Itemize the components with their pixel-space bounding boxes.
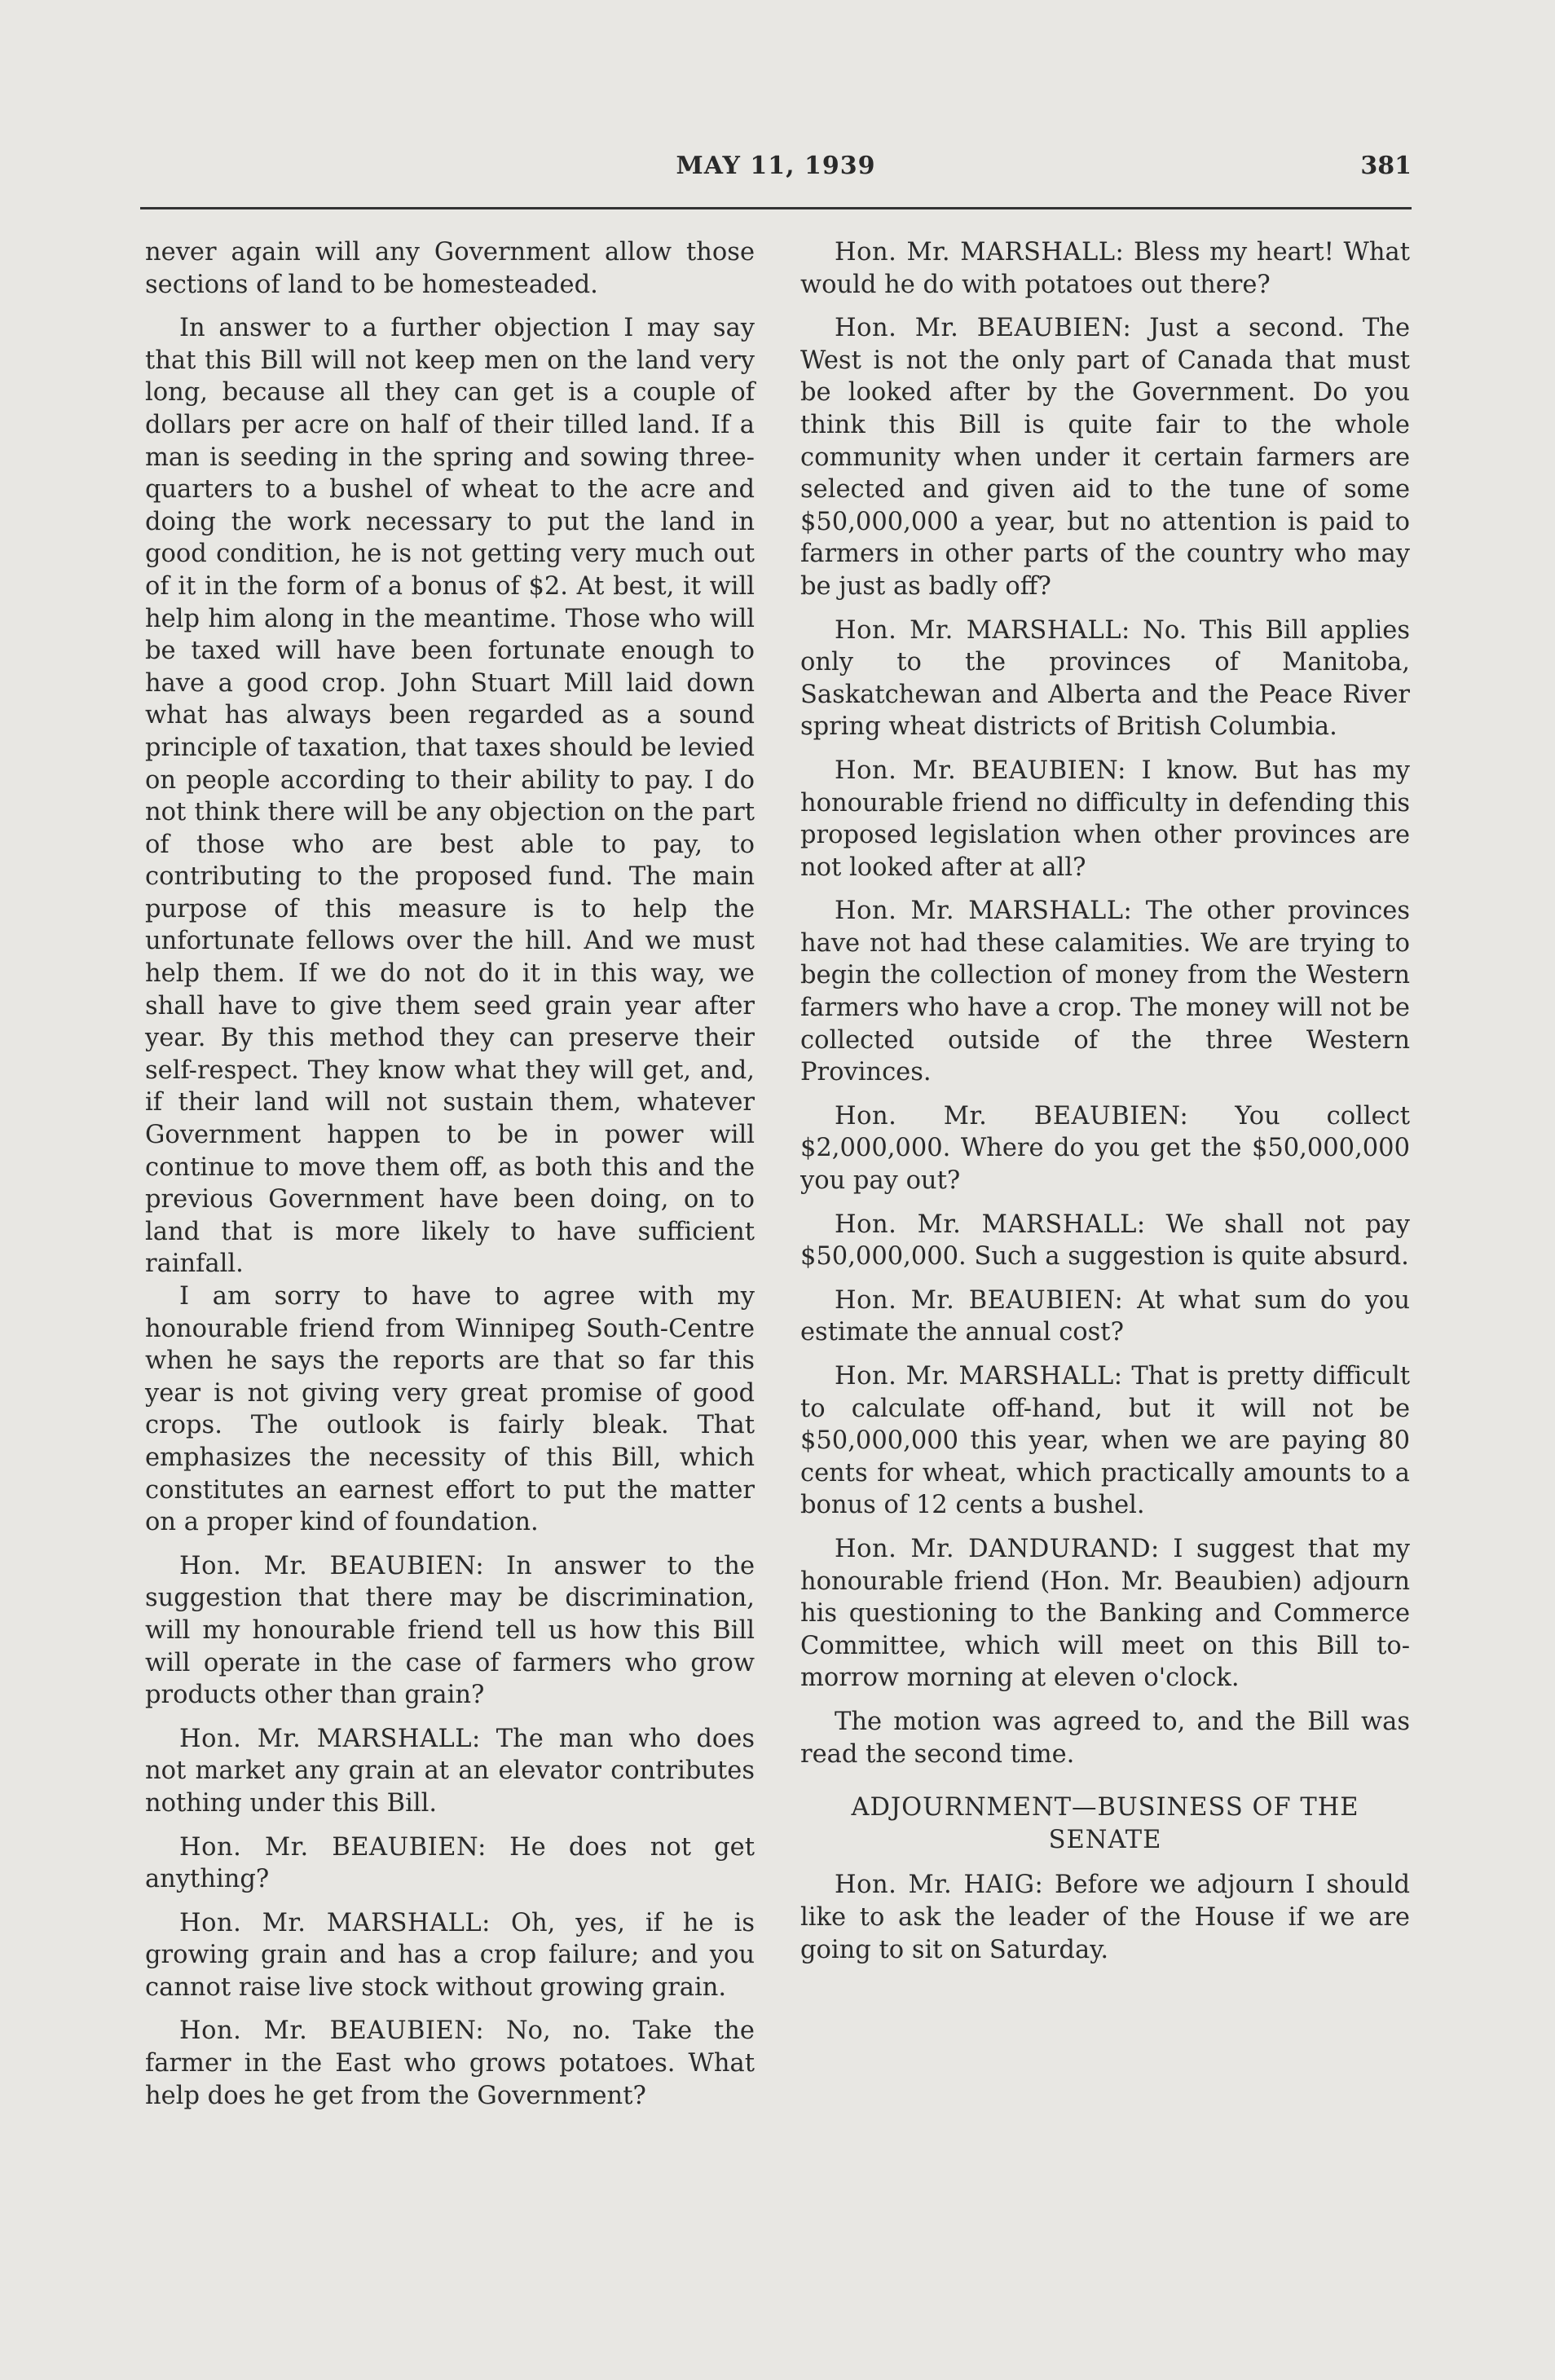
speaker-name: Hon. Mr. DANDURAND: [835, 1534, 1160, 1563]
speech-paragraph: Hon. Mr. BEAUBIEN: You collect $2,000,000. Where do you get the $50,000,000 you pay out? [800, 1101, 1410, 1196]
page-date: MAY 11, 1939 [676, 152, 876, 180]
speech-paragraph: Hon. Mr. MARSHALL: That is pretty difficult to calculate off-hand, but it will not be $50,000,000 this year, when we are paying 80 cents for wheat, which practically amounts to a bonus of 12 cents a bushel. [800, 1362, 1410, 1520]
section-heading: ADJOURNMENT—BUSINESS OF THE SENATE [851, 1793, 1359, 1854]
speech-paragraph: Hon. Mr. BEAUBIEN: In answer to the suggestion that there may be discrimination, will my honourable friend tell us how this Bill will operate in the case of farmers who grow products other than grain? [145, 1551, 755, 1710]
paragraph: I am sorry to have to agree with my honourable friend from Winnipeg South-Centre when he says the reports are that so far this year is not giving very great promise of good crops. The outlook is fairly bleak. That emphasizes the necessity of this Bill, which constitutes an earnest effort to put the matter on a proper kind of foundation. [145, 1282, 755, 1537]
speech-paragraph: Hon. Mr. BEAUBIEN: Just a second. The West is not the only part of Canada that must be looked after by the Government. Do you think this Bill is quite fair to the whole community when under it certain farmers are selected and given aid to the tune of some $50,000,000 a year, but no attention is paid to farmers in other parts of the country who may be just as badly off? [800, 314, 1410, 601]
speaker-name: Hon. Mr. BEAUBIEN: [179, 1551, 485, 1580]
right-column [800, 236, 1410, 1977]
speech-paragraph: Hon. Mr. MARSHALL: Bless my heart! What would he do with potatoes out there? [800, 238, 1410, 299]
speech-paragraph: Hon. Mr. BEAUBIEN: At what sum do you estimate the annual cost? [800, 1285, 1410, 1347]
paragraph: In answer to a further objection I may say that this Bill will not keep men on the land very long, because all they can get is a couple of dollars per acre on half of their tilled land. If a man is seeding in the spring and sowing three-quarters to a bushel of wheat to the acre and doing the work necessary to put the land in good condition, he is not getting very much out of it in the form of a bonus of $2. At best, it will help him along in the meantime. Those who will be taxed will have been fortunate enough to have a good crop. John Stuart Mill laid down what has always been regarded as a sound principle of taxation, that taxes should be levied on people according to their ability to pay. I do not think there will be any objection on the part of those who are best able to pay, to contributing to the proposed fund. The main purpose of this measure is to help the unfortunate fellows over the hill. And we must help them. If we do not do it in this way, we shall have to give them seed grain year after year. By this method they can preserve their self-respect. They know what they will get, and, if their land will not sustain them, whatever Government happen to be in power will continue to move them off, as both this and the previous Government have been doing, on to land that is more likely to have sufficient rainfall. [145, 314, 755, 1279]
speaker-name: Hon. Mr. BEAUBIEN: [179, 2016, 485, 2046]
page-number: 381 [1360, 152, 1412, 180]
speaker-name: Hon. Mr. BEAUBIEN: [179, 1832, 487, 1862]
speaker-name: Hon. Mr. MARSHALL: [179, 1724, 481, 1753]
speech-paragraph: Hon. Mr. MARSHALL: We shall not pay $50,000,000. Such a suggestion is quite absurd. [800, 1210, 1411, 1272]
speech-paragraph: Hon. Mr. MARSHALL: No. This Bill applies only to the provinces of Manitoba, Saskatchewan and Alberta and the Peace River spring wheat districts of British Columbia. [800, 615, 1411, 742]
speech-paragraph: Hon. Mr. HAIG: Before we adjourn I should like to ask the leader of the House if we are going to sit on Saturday. [800, 1871, 1410, 1964]
speech-paragraph: Hon. Mr. MARSHALL: The man who does not market any grain at an elevator contributes nothing under this Bill. [145, 1724, 755, 1818]
speaker-name: Hon. Mr. MARSHALL: [835, 238, 1125, 267]
speaker-name: Hon. Mr. BEAUBIEN: [835, 756, 1126, 785]
speech-paragraph: Hon. Mr. MARSHALL: The other provinces have not had these calamities. We are trying to begin the collection of money from the Western farmers who have a crop. The money will not be collected outside of the three Western Provinces. [800, 897, 1410, 1087]
speech-paragraph: Hon. Mr. BEAUBIEN: He does not get anything? [145, 1832, 755, 1894]
speaker-name: Hon. Mr. MARSHALL: [835, 897, 1133, 926]
speech-paragraph: Hon. Mr. DANDURAND: I suggest that my honourable friend (Hon. Mr. Beaubien) adjourn his questioning to the Banking and Commerce Committee, which will meet on this Bill to-morrow morning at eleven o'clock. [800, 1534, 1410, 1693]
speaker-name: Hon. Mr. BEAUBIEN: [835, 1101, 1189, 1130]
speaker-name: Hon. Mr. MARSHALL: [179, 1908, 491, 1937]
paragraph: The motion was agreed to, and the Bill was read the second time. [800, 1707, 1410, 1769]
page-header [140, 147, 1412, 189]
paragraph: never again will any Government allow those sections of land to be homesteaded. [145, 238, 755, 299]
speaker-name: Hon. Mr. BEAUBIEN: [835, 314, 1132, 343]
speech-paragraph: Hon. Mr. BEAUBIEN: No, no. Take the farmer in the East who grows potatoes. What help does he get from the Government? [145, 2016, 755, 2110]
speaker-name: Hon. Mr. MARSHALL: [835, 615, 1130, 645]
speaker-name: Hon. Mr. HAIG: [835, 1871, 1044, 1900]
speaker-name: Hon. Mr. MARSHALL: [835, 1210, 1146, 1239]
speech-paragraph: Hon. Mr. MARSHALL: Oh, yes, if he is growing grain and has a crop failure; and you cannot raise live stock without growing grain. [145, 1908, 755, 2002]
speech-paragraph: Hon. Mr. BEAUBIEN: I know. But has my honourable friend no difficulty in defending this proposed legislation when other provinces are not looked after at all? [800, 756, 1410, 882]
speaker-name: Hon. Mr. MARSHALL: [835, 1362, 1123, 1391]
speaker-name: Hon. Mr. BEAUBIEN: [835, 1285, 1124, 1315]
header-rule [140, 207, 1412, 209]
left-column [145, 236, 755, 2123]
